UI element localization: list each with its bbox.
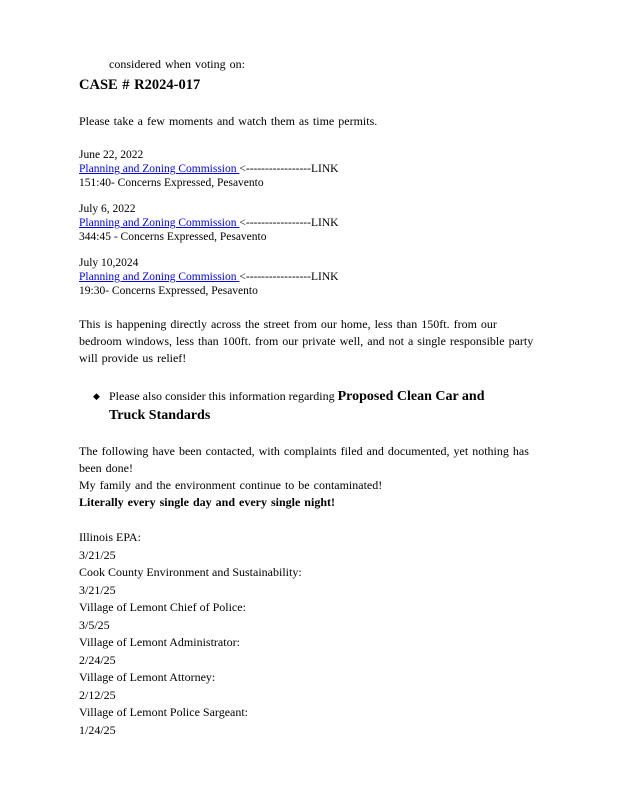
case-number: CASE # R2024-017 [79, 77, 201, 93]
paragraph-relief: This is happening directly across the street from our home, less than 150ft. from our bedroom windows, less than 100ft. from our private well, and not a single responsible party will provide us relief! [79, 317, 534, 365]
meeting-date: July 6, 2022 [79, 203, 136, 215]
paragraph-every-day: Literally every single day and every single night! [79, 495, 335, 509]
paragraph-contacted: The following have been contacted, with complaints filed and documented, yet nothing has been done! [79, 444, 529, 475]
meeting-date: July 10,2024 [79, 257, 139, 269]
meeting-note: 344:45 - Concerns Expressed, Pesavento [79, 231, 267, 243]
meeting-link[interactable]: Planning and Zoning Commission [79, 163, 240, 175]
agency-name: Village of Lemont Police Sargeant: [79, 705, 249, 719]
agency-name: Village of Lemont Attorney: [79, 670, 216, 684]
meeting-link[interactable]: Planning and Zoning Commission [79, 271, 240, 283]
link-arrow: <-----------------LINK [239, 271, 339, 283]
meeting-3 [79, 256, 539, 298]
document-page [79, 56, 539, 739]
agency-name: Village of Lemont Chief of Police: [79, 600, 246, 614]
agency-date: 3/21/25 [79, 547, 116, 562]
meeting-note: 151:40- Concerns Expressed, Pesavento [79, 177, 264, 189]
agency-date: 3/21/25 [79, 582, 116, 597]
agency-date: 2/24/25 [79, 652, 116, 667]
link-arrow: <-----------------LINK [239, 217, 339, 229]
agency-date: 3/5/25 [79, 617, 110, 632]
agency-date: 1/24/25 [79, 722, 116, 737]
intro-line: considered when voting on: [109, 57, 245, 71]
agency-name: Cook County Environment and Sustainability: [79, 565, 302, 579]
agency-name: Village of Lemont Administrator: [79, 635, 240, 649]
please-line: Please take a few moments and watch them as time permits. [79, 114, 378, 128]
agency-list [79, 529, 539, 739]
bullet-item [93, 387, 539, 425]
meeting-note: 19:30- Concerns Expressed, Pesavento [79, 285, 258, 297]
meeting-2 [79, 202, 539, 244]
bullet-lead: Please also consider this information regarding [109, 389, 338, 403]
bullet-strong: Proposed Clean Car and Truck Standards [109, 389, 485, 423]
meeting-link[interactable]: Planning and Zoning Commission [79, 217, 240, 229]
agency-date: 2/12/25 [79, 687, 116, 702]
link-arrow: <-----------------LINK [239, 163, 339, 175]
paragraph-contaminated: My family and the environment continue to be contaminated! [79, 478, 383, 492]
meeting-1 [79, 148, 539, 190]
diamond-bullet-icon: ◆ [93, 391, 100, 401]
agency-name: Illinois EPA: [79, 530, 141, 544]
meeting-date: June 22, 2022 [79, 149, 144, 161]
